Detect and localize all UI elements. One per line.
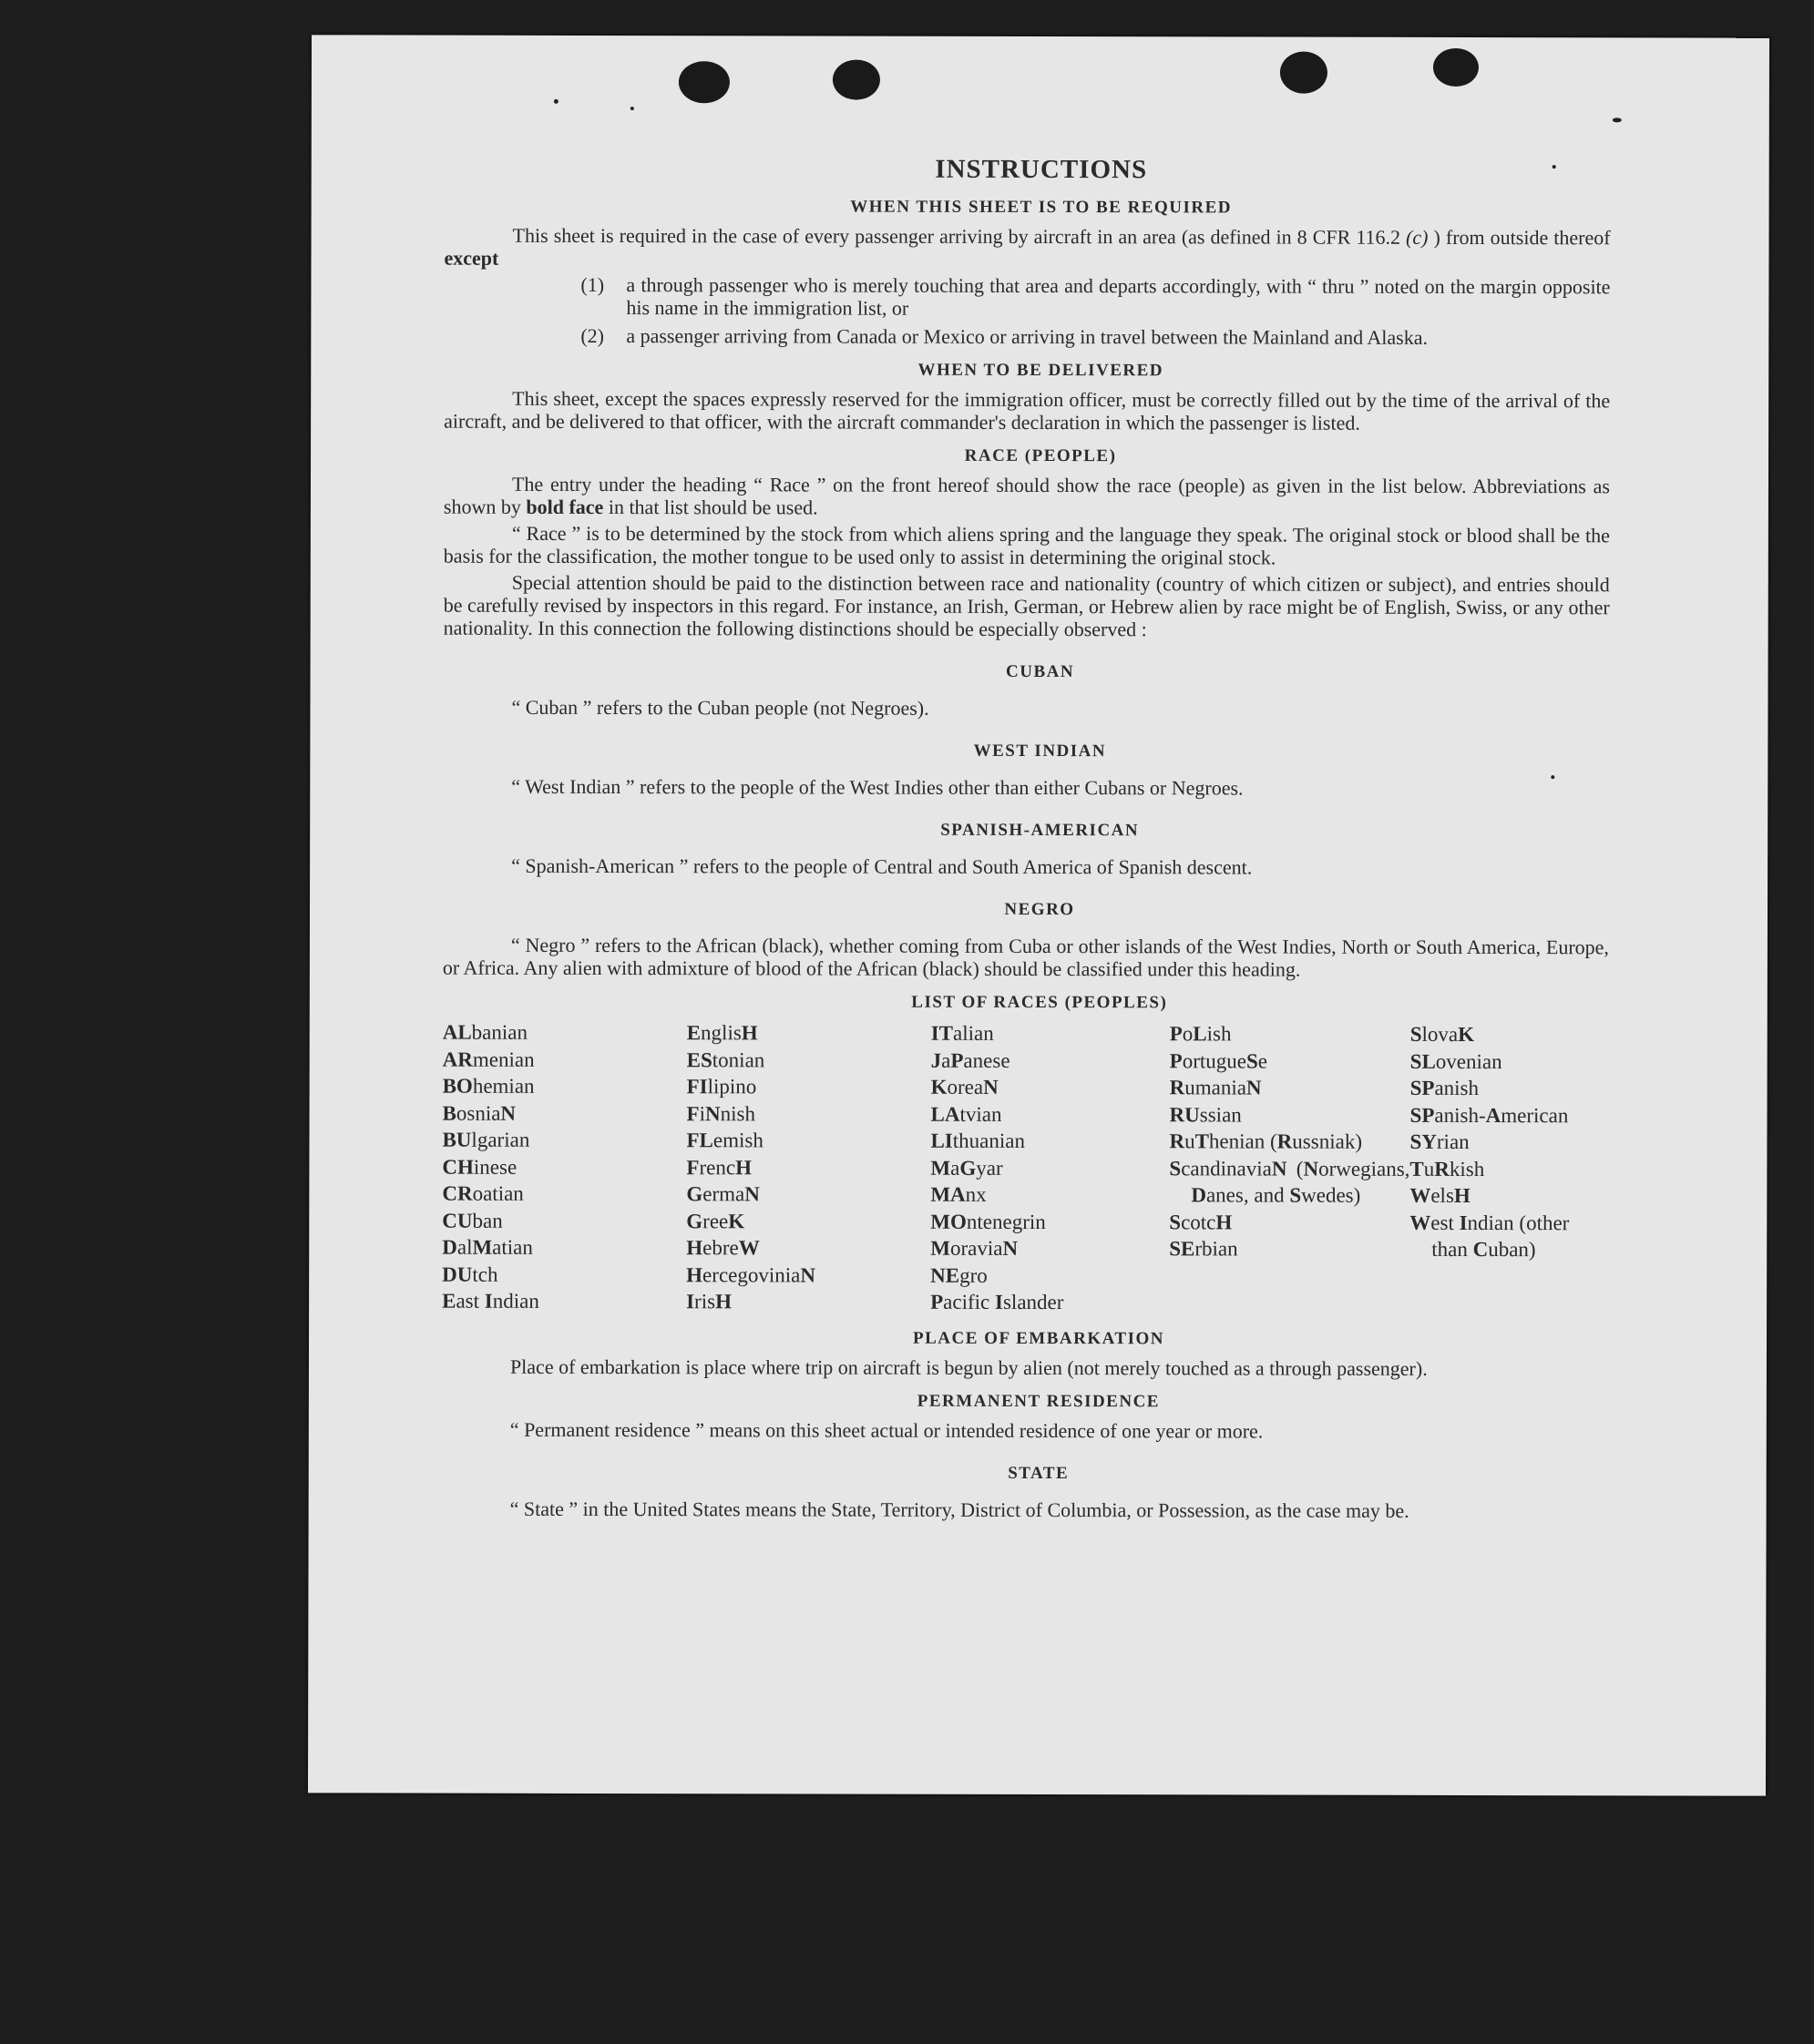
race-item: ARmenian [442, 1048, 535, 1071]
speck [554, 99, 559, 104]
races-column [442, 1019, 687, 1315]
speck [1613, 118, 1622, 122]
punch-hole [1280, 52, 1327, 94]
race-item: ScandinaviaN (Norwegians, Danes, and Swedes) [1169, 1156, 1410, 1207]
instructions-content [442, 154, 1611, 1526]
race-item: HebreW [686, 1236, 760, 1260]
race-item: ScotcH [1169, 1210, 1233, 1233]
heading-residence: PERMANENT RESIDENCE [917, 1391, 1161, 1411]
punch-hole [679, 61, 730, 103]
race-item: EnglisH [686, 1021, 758, 1045]
races-list [442, 1019, 1609, 1317]
race-item: West Indian (other than Cuban) [1409, 1211, 1570, 1262]
required-intro-text-b: ) from outside thereof [1428, 225, 1611, 250]
race-paragraph-1 [444, 473, 1610, 521]
races-column [686, 1019, 931, 1315]
required-intro-ref: (c) [1406, 225, 1429, 249]
required-except: except [444, 246, 499, 270]
page-title: INSTRUCTIONS [935, 154, 1148, 185]
punch-hole [833, 60, 880, 100]
heading-spanish-american: SPANISH-AMERICAN [940, 820, 1140, 841]
race-item: WelsH [1409, 1183, 1471, 1207]
race-item: JaPanese [930, 1048, 1010, 1072]
race-item: LIthuanian [930, 1129, 1026, 1152]
heading-state: STATE [1008, 1463, 1070, 1483]
race-item: CRoatian [442, 1181, 524, 1205]
race-item: ITalian [930, 1021, 994, 1045]
required-item-2 [580, 324, 1610, 349]
race-item: FIlipino [686, 1075, 757, 1099]
race-paragraph-3: Special attention should be paid to the distinction between race and nationality (country of which citizen or subject), and entries should be carefully revised by inspectors in this regard. For instance, an Irish, German, or Hebrew alien by race might be of English, Swiss, or any other nationality. In this connection the following distinctions should be especially observed : [443, 570, 1610, 641]
race-item: FLemish [686, 1129, 764, 1152]
race-item: GermaN [686, 1182, 760, 1206]
race-item: MOntenegrin [930, 1210, 1046, 1233]
heading-embarkation: PLACE OF EMBARKATION [913, 1328, 1165, 1348]
race-item: CUban [442, 1209, 503, 1232]
race-p1-text-b: in that list should be used. [603, 495, 818, 519]
embarkation-text: Place of embarkation is place where trip on aircraft is begun by alien (not merely touched as a through passenger). [509, 1354, 1428, 1380]
race-item: CHinese [442, 1155, 518, 1179]
required-intro [444, 224, 1610, 272]
delivered-text: This sheet, except the spaces expressly reserved for the immigration officer, must be correctly filled out by the time of the arrival of the aircraft, and be delivered to that officer, with the aircraft commander's declaration in which the passenger is listed. [444, 386, 1611, 434]
races-column [930, 1020, 1170, 1316]
race-item: NEgro [930, 1263, 988, 1287]
race-item: PoLish [1169, 1022, 1232, 1046]
race-item: SYrian [1409, 1129, 1470, 1153]
document-sheet [308, 35, 1769, 1795]
race-item: MoraviaN [930, 1236, 1019, 1260]
race-item: SPanish [1409, 1076, 1480, 1100]
race-item: DalMatian [442, 1235, 533, 1259]
race-item: PortugueSe [1169, 1048, 1268, 1073]
race-item: Pacific Islander [930, 1290, 1064, 1314]
race-paragraph-2: “ Race ” is to be determined by the stock from which aliens spring and the language they speak. The original stock or blood shall be the basis for the classification, the mother tongue to be used only to assist in determining the original stock. [443, 521, 1610, 569]
race-item: SPanish-American [1409, 1103, 1569, 1127]
race-item: BUlgarian [442, 1128, 530, 1151]
race-item: TuRkish [1409, 1157, 1485, 1180]
race-item: MaGyar [930, 1156, 1003, 1180]
race-item: DUtch [442, 1262, 498, 1286]
item-text: a passenger arriving from Canada or Mexico or arriving in travel between the Mainland and Alaska. [626, 324, 1429, 349]
heading-cuban: CUBAN [1006, 661, 1075, 682]
race-bold-face: bold face [526, 495, 604, 518]
heading-required: WHEN THIS SHEET IS TO BE REQUIRED [850, 197, 1233, 218]
heading-delivered: WHEN TO BE DELIVERED [917, 360, 1164, 381]
race-item: RUssian [1169, 1102, 1242, 1126]
spanish-american-text: “ Spanish-American ” refers to the people of Central and South America of Spanish descent. [511, 853, 1253, 879]
race-item: RumaniaN [1169, 1076, 1262, 1099]
races-column [1169, 1020, 1410, 1316]
race-p1-text: The entry under the heading “ Race ” on the front hereof should show the race (people) as given in the list below. Abbreviations as shown by [443, 472, 1611, 518]
race-item: KoreaN [930, 1075, 999, 1099]
race-item: IrisH [686, 1290, 732, 1313]
heading-race: RACE (PEOPLE) [964, 445, 1117, 466]
race-item: BosniaN [442, 1101, 517, 1125]
race-item: EStonian [686, 1048, 765, 1071]
heading-list-of-races: LIST OF RACES (PEOPLES) [911, 992, 1168, 1013]
heading-west-indian: WEST INDIAN [973, 741, 1107, 761]
race-item: HercegoviniaN [686, 1262, 816, 1286]
required-intro-text: This sheet is required in the case of every passenger arriving by aircraft in an area (as defined in 8 CFR 116.2 [512, 223, 1407, 249]
residence-text: “ Permanent residence ” means on this sheet actual or intended residence of one year or more. [509, 1417, 1264, 1443]
item-number: (1) [580, 272, 605, 296]
race-item: GreeK [686, 1209, 745, 1232]
race-item: BOhemian [442, 1074, 535, 1098]
punch-hole [1433, 48, 1479, 87]
state-text: “ State ” in the United States means the State, Territory, District of Columbia, or Possession, as the case may be. [509, 1497, 1409, 1522]
race-item: ALbanian [442, 1020, 528, 1044]
heading-negro: NEGRO [1004, 899, 1075, 920]
race-item: East Indian [442, 1289, 539, 1313]
item-number: (2) [580, 323, 605, 347]
required-item-1 [580, 273, 1610, 321]
negro-text: “ Negro ” refers to the African (black), whether coming from Cuba or other islands of the West Indies, North or South America, Europe, or Africa. Any alien with admixture of blood of the African (black) should be classified under this heading. [442, 933, 1609, 981]
race-item: LAtvian [930, 1102, 1002, 1126]
race-item: FiNnish [686, 1101, 755, 1125]
race-item: RuThenian (Russniak) [1169, 1129, 1363, 1153]
races-column [1409, 1021, 1611, 1317]
race-item: FrencH [686, 1155, 753, 1179]
west-indian-text: “ West Indian ” refers to the people of the West Indies other than either Cubans or Negroes. [511, 774, 1244, 800]
race-item: SlovaK [1409, 1022, 1475, 1047]
speck [630, 107, 634, 110]
cuban-text: “ Cuban ” refers to the Cuban people (not Negroes). [511, 695, 929, 720]
item-text: a through passenger who is merely touching that area and departs accordingly, with “ thru ” noted on the margin opposite his name in the immigration list, or [626, 273, 1611, 320]
race-item: SLovenian [1409, 1049, 1502, 1073]
race-item: MAnx [930, 1182, 987, 1206]
race-item: SErbian [1169, 1237, 1238, 1261]
